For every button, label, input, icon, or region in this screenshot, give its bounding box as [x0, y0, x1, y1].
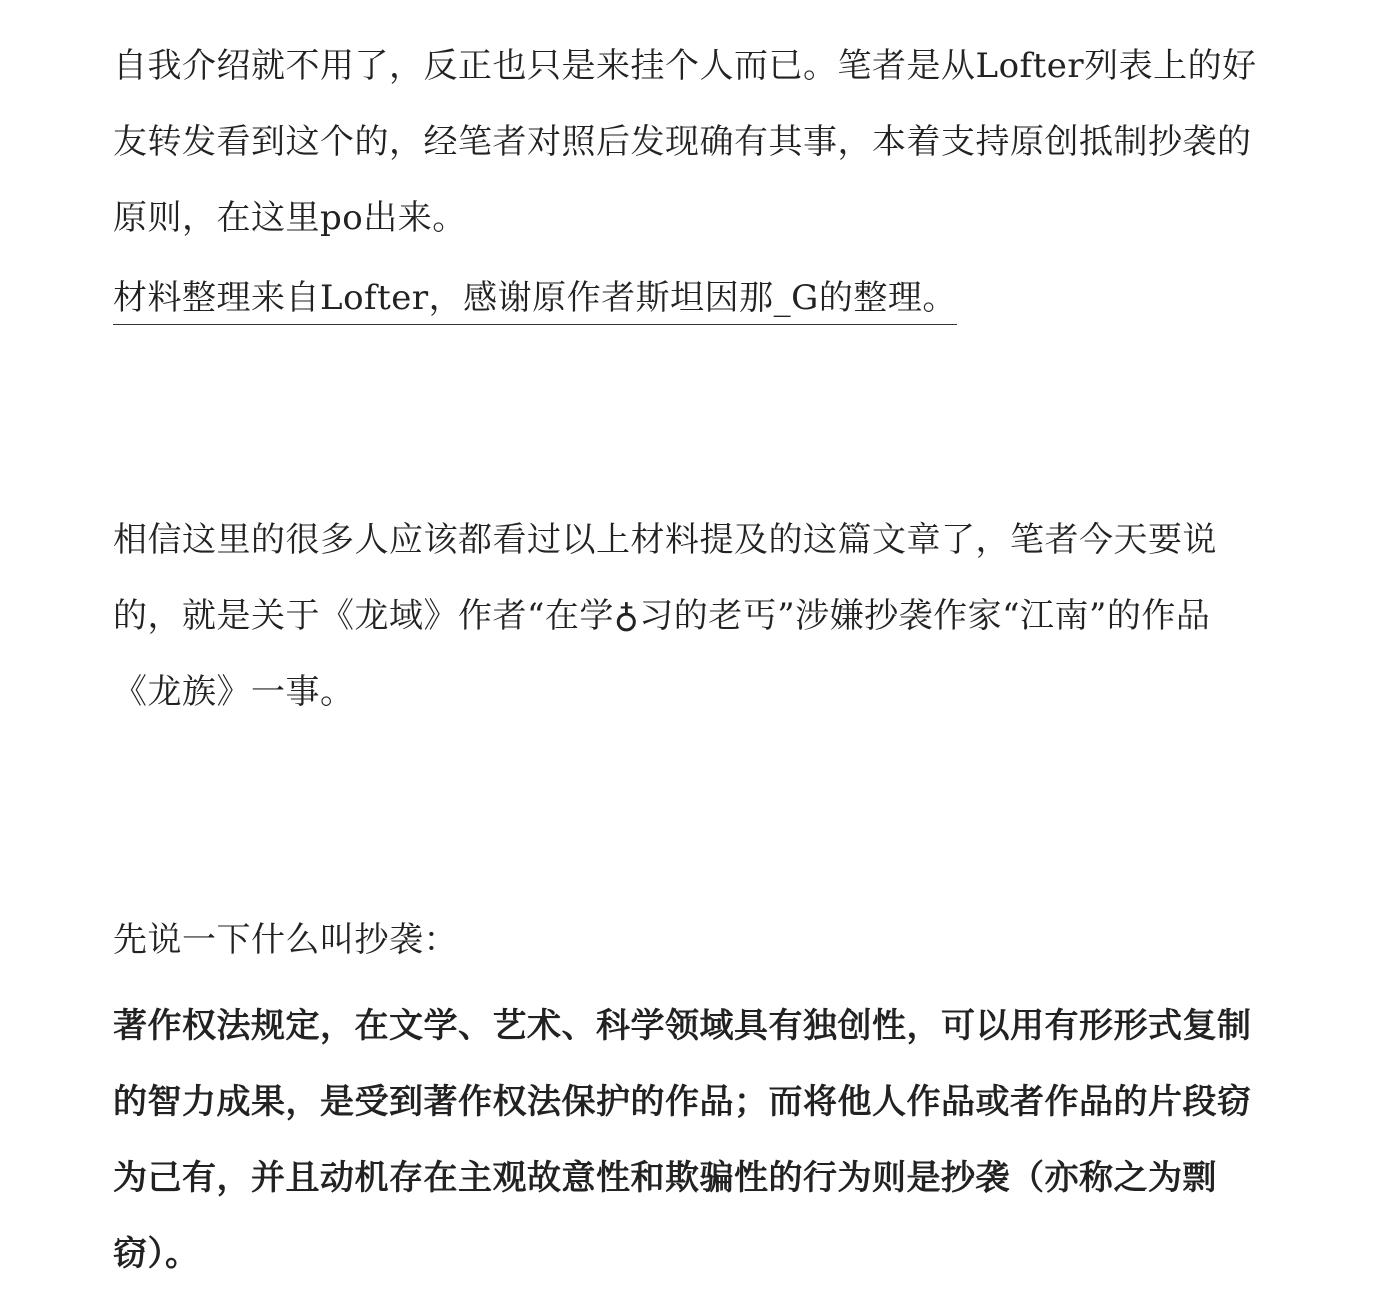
definition-paragraph: 著作权法规定，在文学、艺术、科学领域具有独创性，可以用有形形式复制的智力成果，是受到著作权法保护的作品；而将他人作品或者作品的片段窃为己有，并且动机存在主观故意性和欺骗性的行为则是抄袭（亦称之为剽窃）。 — [113, 1006, 1252, 1274]
source-link[interactable]: 材料整理来自Lofter，感谢原作者斯坦因那_G的整理。 — [113, 272, 957, 325]
topic-paragraph — [113, 502, 1273, 730]
spacer — [113, 730, 1273, 902]
spacer — [113, 336, 1273, 502]
topic-text: 相信这里的很多人应该都看过以上材料提及的这篇文章了，笔者今天要说的，就是关于《龙域》作者“在学♁习的老丐”涉嫌抄袭作家“江南”的作品《龙族》一事。 — [113, 520, 1217, 712]
definition-heading: 先说一下什么叫抄袭： — [113, 920, 458, 960]
intro-paragraph: 自我介绍就不用了，反正也只是来挂个人而已。笔者是从Lofter列表上的好友转发看到这个的，经笔者对照后发现确有其事，本着支持原创抵制抄袭的原则，在这里po出来。 — [113, 46, 1257, 238]
article-body — [113, 28, 1273, 1292]
source-paragraph — [113, 260, 1273, 336]
